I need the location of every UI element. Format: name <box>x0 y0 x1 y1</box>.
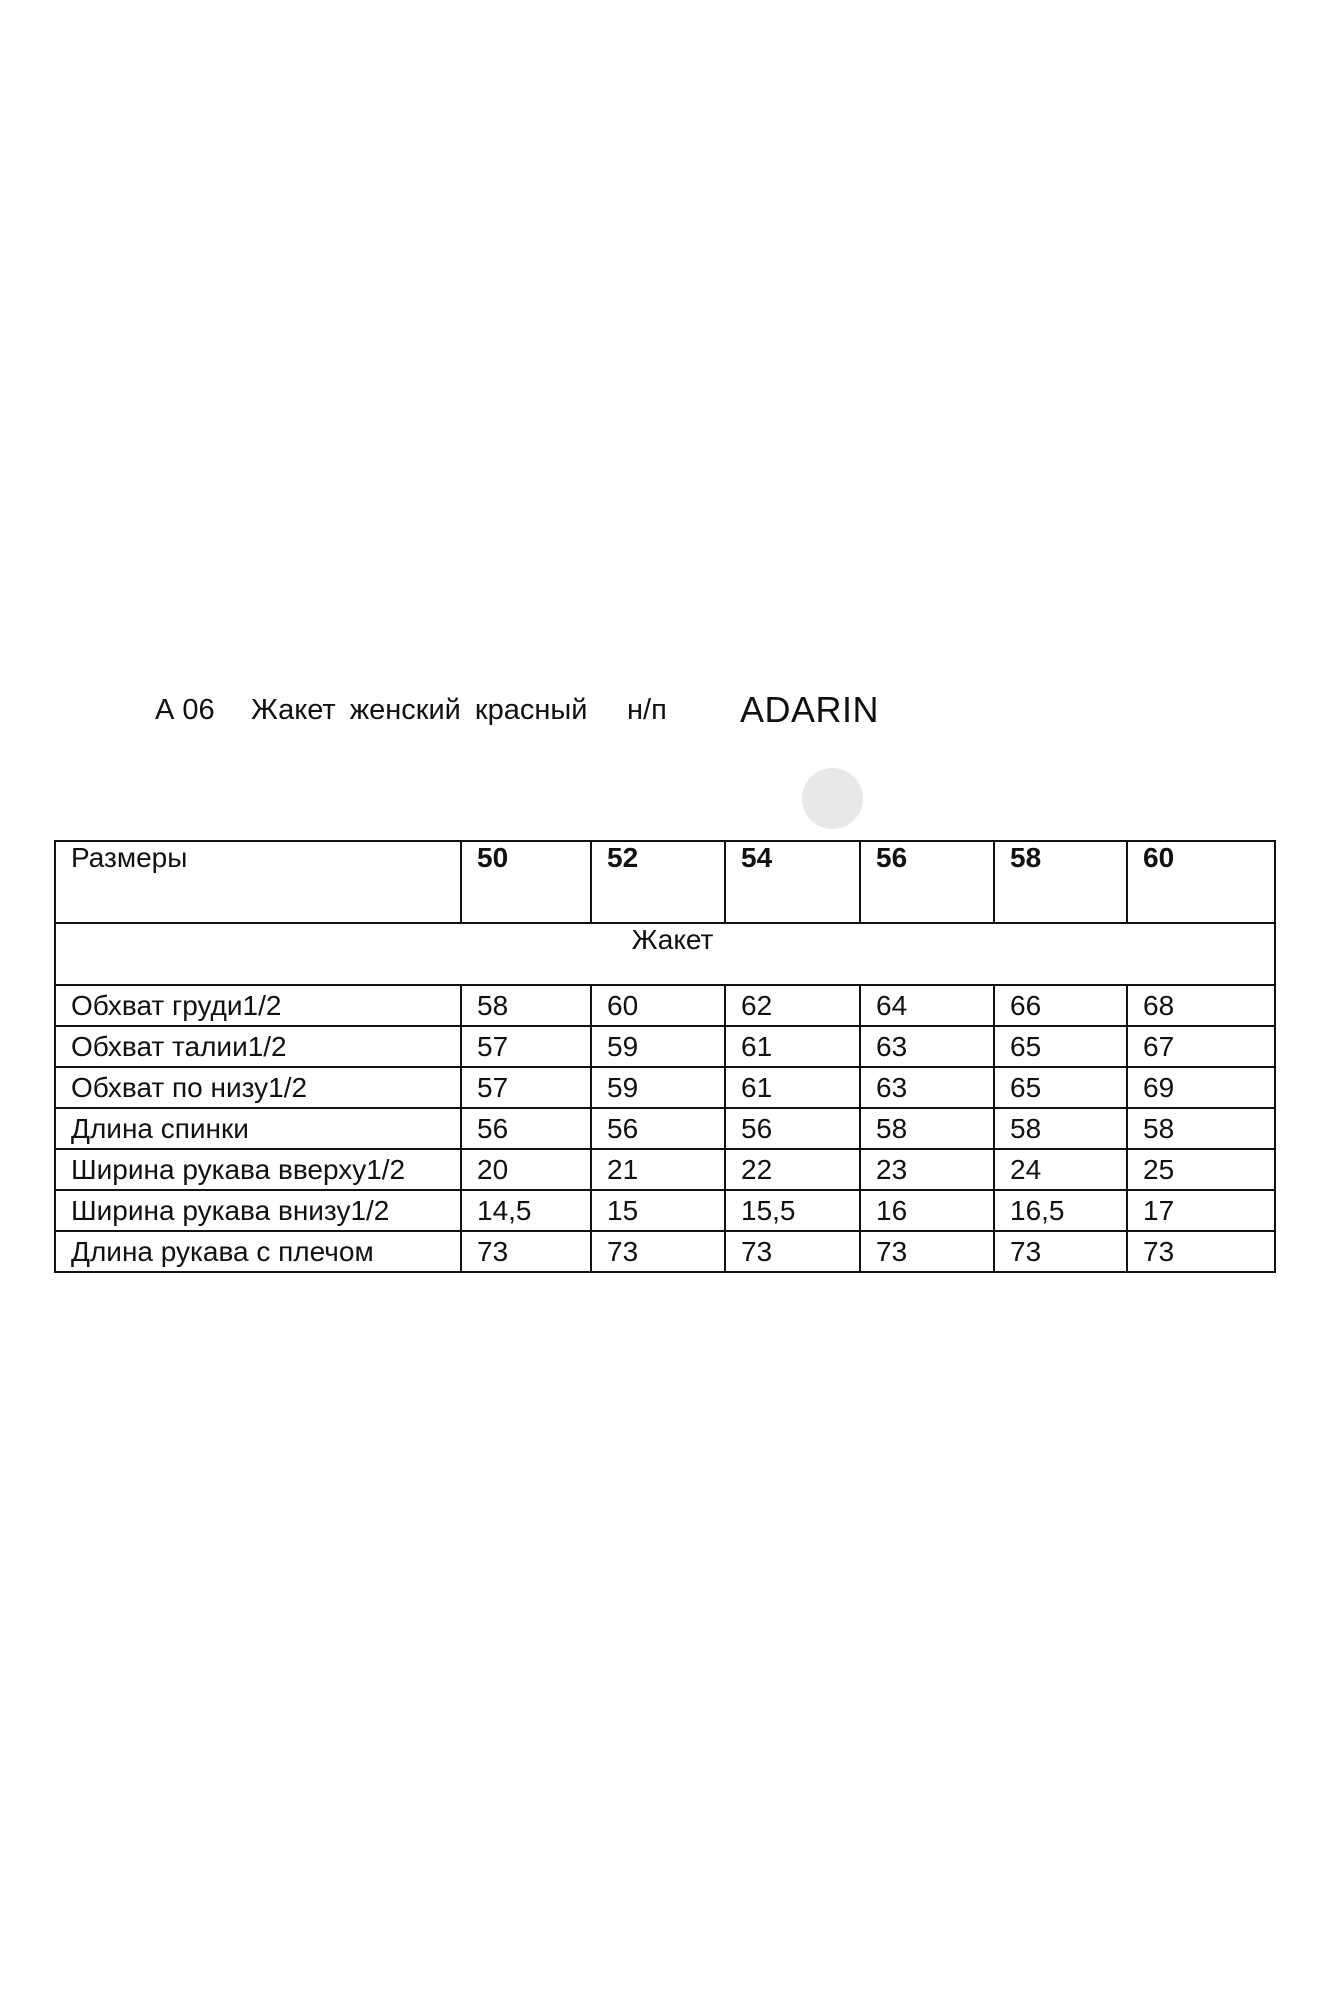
size-header-cell: 50 <box>461 841 591 923</box>
measurement-label: Длина рукава с плечом <box>55 1231 461 1272</box>
measurement-value: 20 <box>461 1149 591 1190</box>
measurement-value: 63 <box>860 1026 994 1067</box>
measurement-value: 63 <box>860 1067 994 1108</box>
measurement-label: Ширина рукава внизу1/2 <box>55 1190 461 1231</box>
measurement-value: 66 <box>994 985 1127 1026</box>
measurement-row <box>55 1108 1275 1149</box>
measurement-value: 25 <box>1127 1149 1275 1190</box>
measurement-value: 60 <box>591 985 725 1026</box>
measurement-row <box>55 1149 1275 1190</box>
size-header-label: Размеры <box>55 841 461 923</box>
measurement-value: 62 <box>725 985 860 1026</box>
measurement-value: 58 <box>994 1108 1127 1149</box>
measurement-row <box>55 1190 1275 1231</box>
measurement-value: 67 <box>1127 1026 1275 1067</box>
measurement-value: 58 <box>860 1108 994 1149</box>
measurement-value: 65 <box>994 1026 1127 1067</box>
size-header-row <box>55 841 1275 923</box>
measurement-value: 69 <box>1127 1067 1275 1108</box>
measurement-value: 61 <box>725 1026 860 1067</box>
measurement-value: 15,5 <box>725 1190 860 1231</box>
measurement-value: 59 <box>591 1026 725 1067</box>
measurement-value: 23 <box>860 1149 994 1190</box>
measurement-value: 59 <box>591 1067 725 1108</box>
measurement-value: 24 <box>994 1149 1127 1190</box>
measurement-value: 57 <box>461 1026 591 1067</box>
size-header-cell: 60 <box>1127 841 1275 923</box>
measurement-value: 73 <box>725 1231 860 1272</box>
measurement-value: 16,5 <box>994 1190 1127 1231</box>
measurement-row <box>55 985 1275 1026</box>
measurement-value: 73 <box>591 1231 725 1272</box>
measurement-value: 58 <box>1127 1108 1275 1149</box>
measurement-value: 73 <box>461 1231 591 1272</box>
measurement-label: Обхват по низу1/2 <box>55 1067 461 1108</box>
size-header-cell: 58 <box>994 841 1127 923</box>
measurement-value: 68 <box>1127 985 1275 1026</box>
measurement-value: 56 <box>591 1108 725 1149</box>
measurement-value: 17 <box>1127 1190 1275 1231</box>
article-code: А 06 <box>155 694 215 726</box>
size-header-cell: 54 <box>725 841 860 923</box>
decorative-circle <box>802 768 863 829</box>
measurement-value: 73 <box>860 1231 994 1272</box>
size-header-cell: 52 <box>591 841 725 923</box>
measurement-value: 64 <box>860 985 994 1026</box>
section-title: Жакет <box>55 923 1275 985</box>
measurement-value: 22 <box>725 1149 860 1190</box>
measurement-value: 58 <box>461 985 591 1026</box>
section-row <box>55 923 1275 985</box>
measurement-value: 56 <box>725 1108 860 1149</box>
brand-name: ADARIN <box>740 689 880 730</box>
material-note: н/п <box>627 694 667 726</box>
measurement-label: Длина спинки <box>55 1108 461 1149</box>
measurement-value: 15 <box>591 1190 725 1231</box>
measurement-value: 65 <box>994 1067 1127 1108</box>
size-table <box>54 840 1276 1273</box>
size-header-cell: 56 <box>860 841 994 923</box>
measurement-label: Обхват груди1/2 <box>55 985 461 1026</box>
measurement-label: Ширина рукава вверху1/2 <box>55 1149 461 1190</box>
measurement-value: 16 <box>860 1190 994 1231</box>
measurement-value: 57 <box>461 1067 591 1108</box>
measurement-row <box>55 1067 1275 1108</box>
measurement-row <box>55 1026 1275 1067</box>
measurement-label: Обхват талии1/2 <box>55 1026 461 1067</box>
measurement-value: 21 <box>591 1149 725 1190</box>
document-header <box>0 688 1333 732</box>
measurement-value: 61 <box>725 1067 860 1108</box>
measurement-row <box>55 1231 1275 1272</box>
product-title: Жакет женский красный <box>251 694 588 726</box>
measurement-value: 73 <box>1127 1231 1275 1272</box>
measurement-value: 73 <box>994 1231 1127 1272</box>
measurement-value: 14,5 <box>461 1190 591 1231</box>
measurement-value: 56 <box>461 1108 591 1149</box>
